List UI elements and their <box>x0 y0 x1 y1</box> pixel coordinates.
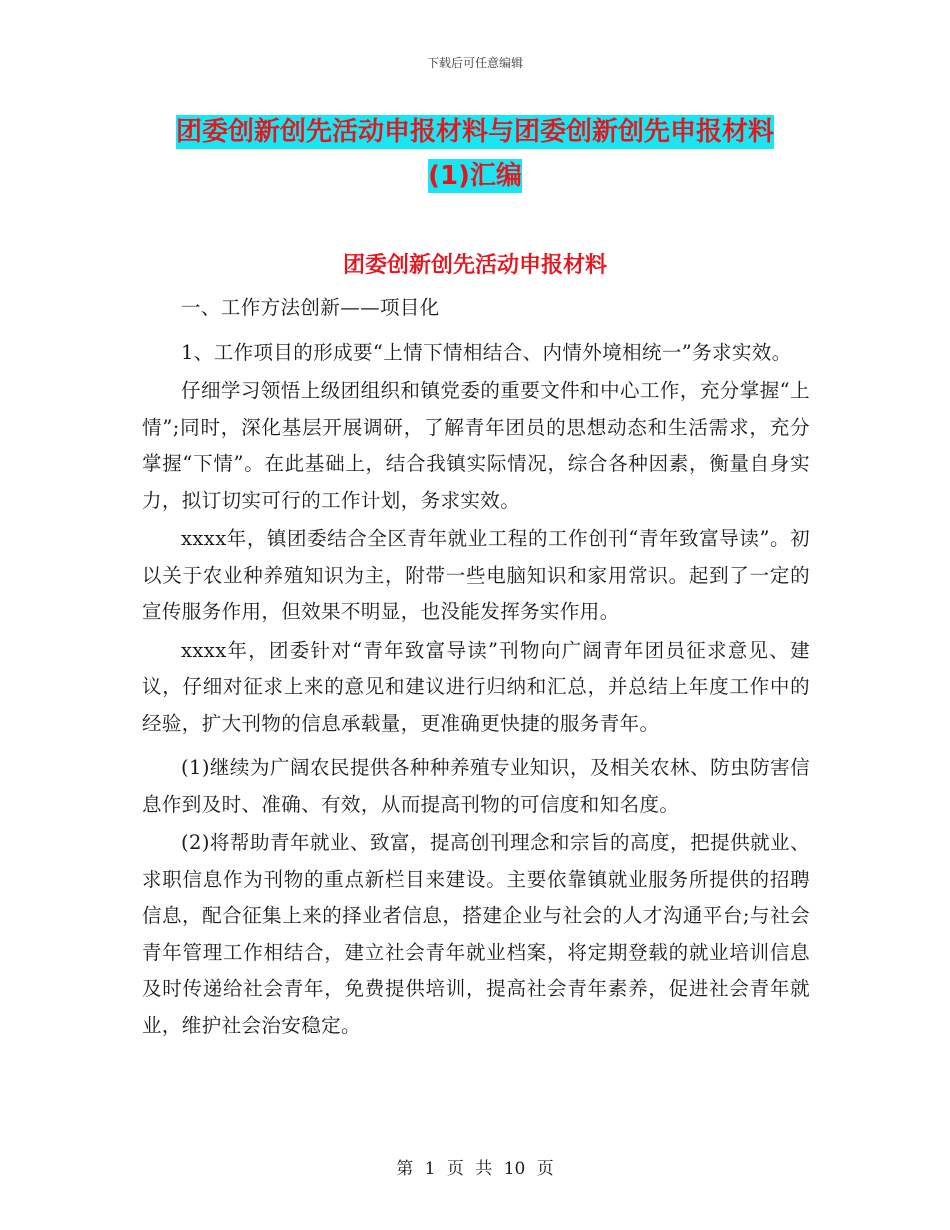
paragraph: xxxx年，镇团委结合全区青年就业工程的工作创刊“青年致富导读”。初以关于农业种养殖知识为主，附带一些电脑知识和家用常识。起到了一定的宣传服务作用，但效果不明显，也没能发挥务实作用。 <box>142 527 810 623</box>
document-title-line1: 团委创新创先活动申报材料与团委创新创先申报材料 <box>175 117 774 147</box>
page-header-note: 下载后可任意编辑 <box>426 56 523 70</box>
paragraph-heading: 一、工作方法创新——项目化 <box>181 296 440 319</box>
page-footer: 第 1 页 共 10 页 <box>396 1159 554 1179</box>
section-title: 团委创新创先活动申报材料 <box>342 253 607 278</box>
document-body <box>142 290 810 1046</box>
paragraph: (2)将帮助青年就业、致富，提高创刊理念和宗旨的高度，把提供就业、求职信息作为刊物的重点新栏目来建设。主要依靠镇就业服务所提供的招聘信息，配合征集上来的择业者信息，搭建企业与社会的人才沟通平台;与社会青年管理工作相结合，建立社会青年就业档案，将定期登载的就业培训信息及时传递给社会青年，免费提供培训，提高社会青年素养，促进社会青年就业，维护社会治安稳定。 <box>142 831 810 1037</box>
paragraph: (1)继续为广阔农民提供各种种养殖专业知识，及相关农林、防虫防害信息作到及时、准确、有效，从而提高刊物的可信度和知名度。 <box>142 756 810 816</box>
paragraph: xxxx年，团委针对“青年致富导读”刊物向广阔青年团员征求意见、建议，仔细对征求上来的意见和建议进行归纳和汇总，并总结上年度工作中的经验，扩大刊物的信息承载量，更准确更快捷的服务青年。 <box>142 638 810 735</box>
paragraph: 1、工作项目的形成要“上情下情相结合、内情外境相统一”务求实效。 <box>181 340 792 364</box>
document-title-line2: (1)汇编 <box>428 161 522 191</box>
paragraph: 仔细学习领悟上级团组织和镇党委的重要文件和中心工作，充分掌握“上情”;同时，深化基层开展调研，了解青年团员的思想动态和生活需求，充分掌握“下情”。在此基础上，结合我镇实际情况，综合各种因素，衡量自身实力，拟订切实可行的工作计划，务求实效。 <box>142 379 810 512</box>
document-title <box>140 110 810 198</box>
